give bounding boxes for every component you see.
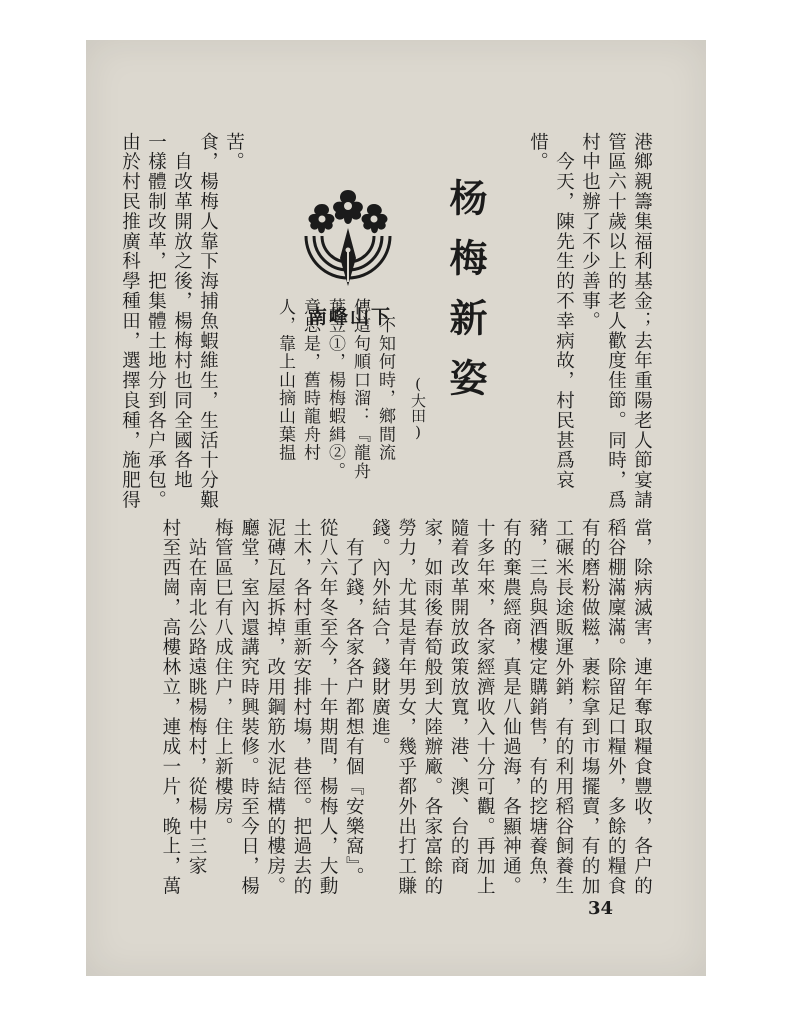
text-column: 有的棄農經商，真是八仙過海，各顯神通。 [500,518,522,897]
text-column: 食，楊梅人靠下海捕魚蝦維生，生活十分艱 [197,132,219,511]
author-byline: (大田) [409,375,427,441]
text-column: 錢。內外結合，錢財廣進。 [369,518,391,757]
text-column: 從八六年冬至今，十年期間，楊梅人，大動 [317,518,339,897]
text-column: 不知何時，鄉間流 [375,298,395,462]
text-column: 工碾米長途販運外銷，有的利用稻谷飼養生 [552,518,574,897]
text-column: 惜。 [527,132,549,172]
text-column: 由於村民推廣科學種田，選擇良種，施肥得 [119,132,141,511]
lotus-pen-emblem-icon [298,188,398,296]
text-column: 人，靠上山摘山葉揾 [275,298,295,462]
text-column: 有了錢，各家各户都想有個『安樂窩』。 [343,518,365,887]
text-column: 隨着改革開放政策放寬，港、澳、台的商 [448,518,470,877]
text-column: 稻谷棚滿廩滿。除留足口糧外，多餘的糧食 [605,518,627,897]
text-column: 苦。 [223,132,245,172]
text-column: 廳堂，室內還講究時興裝修。時至今日，楊 [238,518,260,897]
text-column: 今天，陳先生的不幸病故，村民甚爲哀 [553,132,575,491]
scanned-page [86,40,706,976]
text-column: 傳這句順口溜：『龍舟 [350,298,370,480]
text-column: 站在南北公路遠眺楊梅村，從楊中三家 [186,518,208,877]
text-column: 一樣體制改革，把集體土地分到各户承包。 [145,132,167,511]
text-column: 家，如雨後春筍般到大陸辦廠。各家富餘的 [421,518,443,897]
text-column: 意思是，舊時龍舟村 [300,298,320,462]
column-name: 南峰山下 [307,306,392,328]
text-column: 泥磚瓦屋拆掉，改用鋼筋水泥結構的樓房。 [264,518,286,897]
text-column: 當，除病滅害，連年奪取糧食豐收，各户的 [631,518,653,897]
text-column: 葉笠①，楊梅蝦緝②。 [325,298,345,480]
text-column: 十多年來，各家經濟收入十分可觀。再加上 [474,518,496,897]
article-title: 杨梅新姿 [443,178,488,418]
text-column: 村至西崗，高樓林立，連成一片，晚上，萬 [159,518,181,897]
text-column: 村中也辦了不少善事。 [579,132,601,331]
text-column: 勞力，尤其是青年男女，幾乎都外出打工賺 [395,518,417,897]
text-column: 管區六十歲以上的老人歡度佳節。同時，爲 [605,132,627,511]
text-column: 梅管區巳有八成住户，住上新樓房。 [212,518,234,837]
text-column: 港鄉親籌集福利基金；去年重陽老人節宴請 [631,132,653,511]
text-column: 土木，各村重新安排村塲，巷徑。把過去的 [290,518,312,897]
text-column: 豬，三鳥與酒樓定購銷售，有的挖塘養魚， [526,518,548,897]
text-column: 有的磨粉做糍，裹粽拿到市塲擺賣，有的加 [579,518,601,897]
text-column: 自改革開放之後，楊梅村也同全國各地 [171,132,193,491]
page-number: 34 [588,898,614,919]
